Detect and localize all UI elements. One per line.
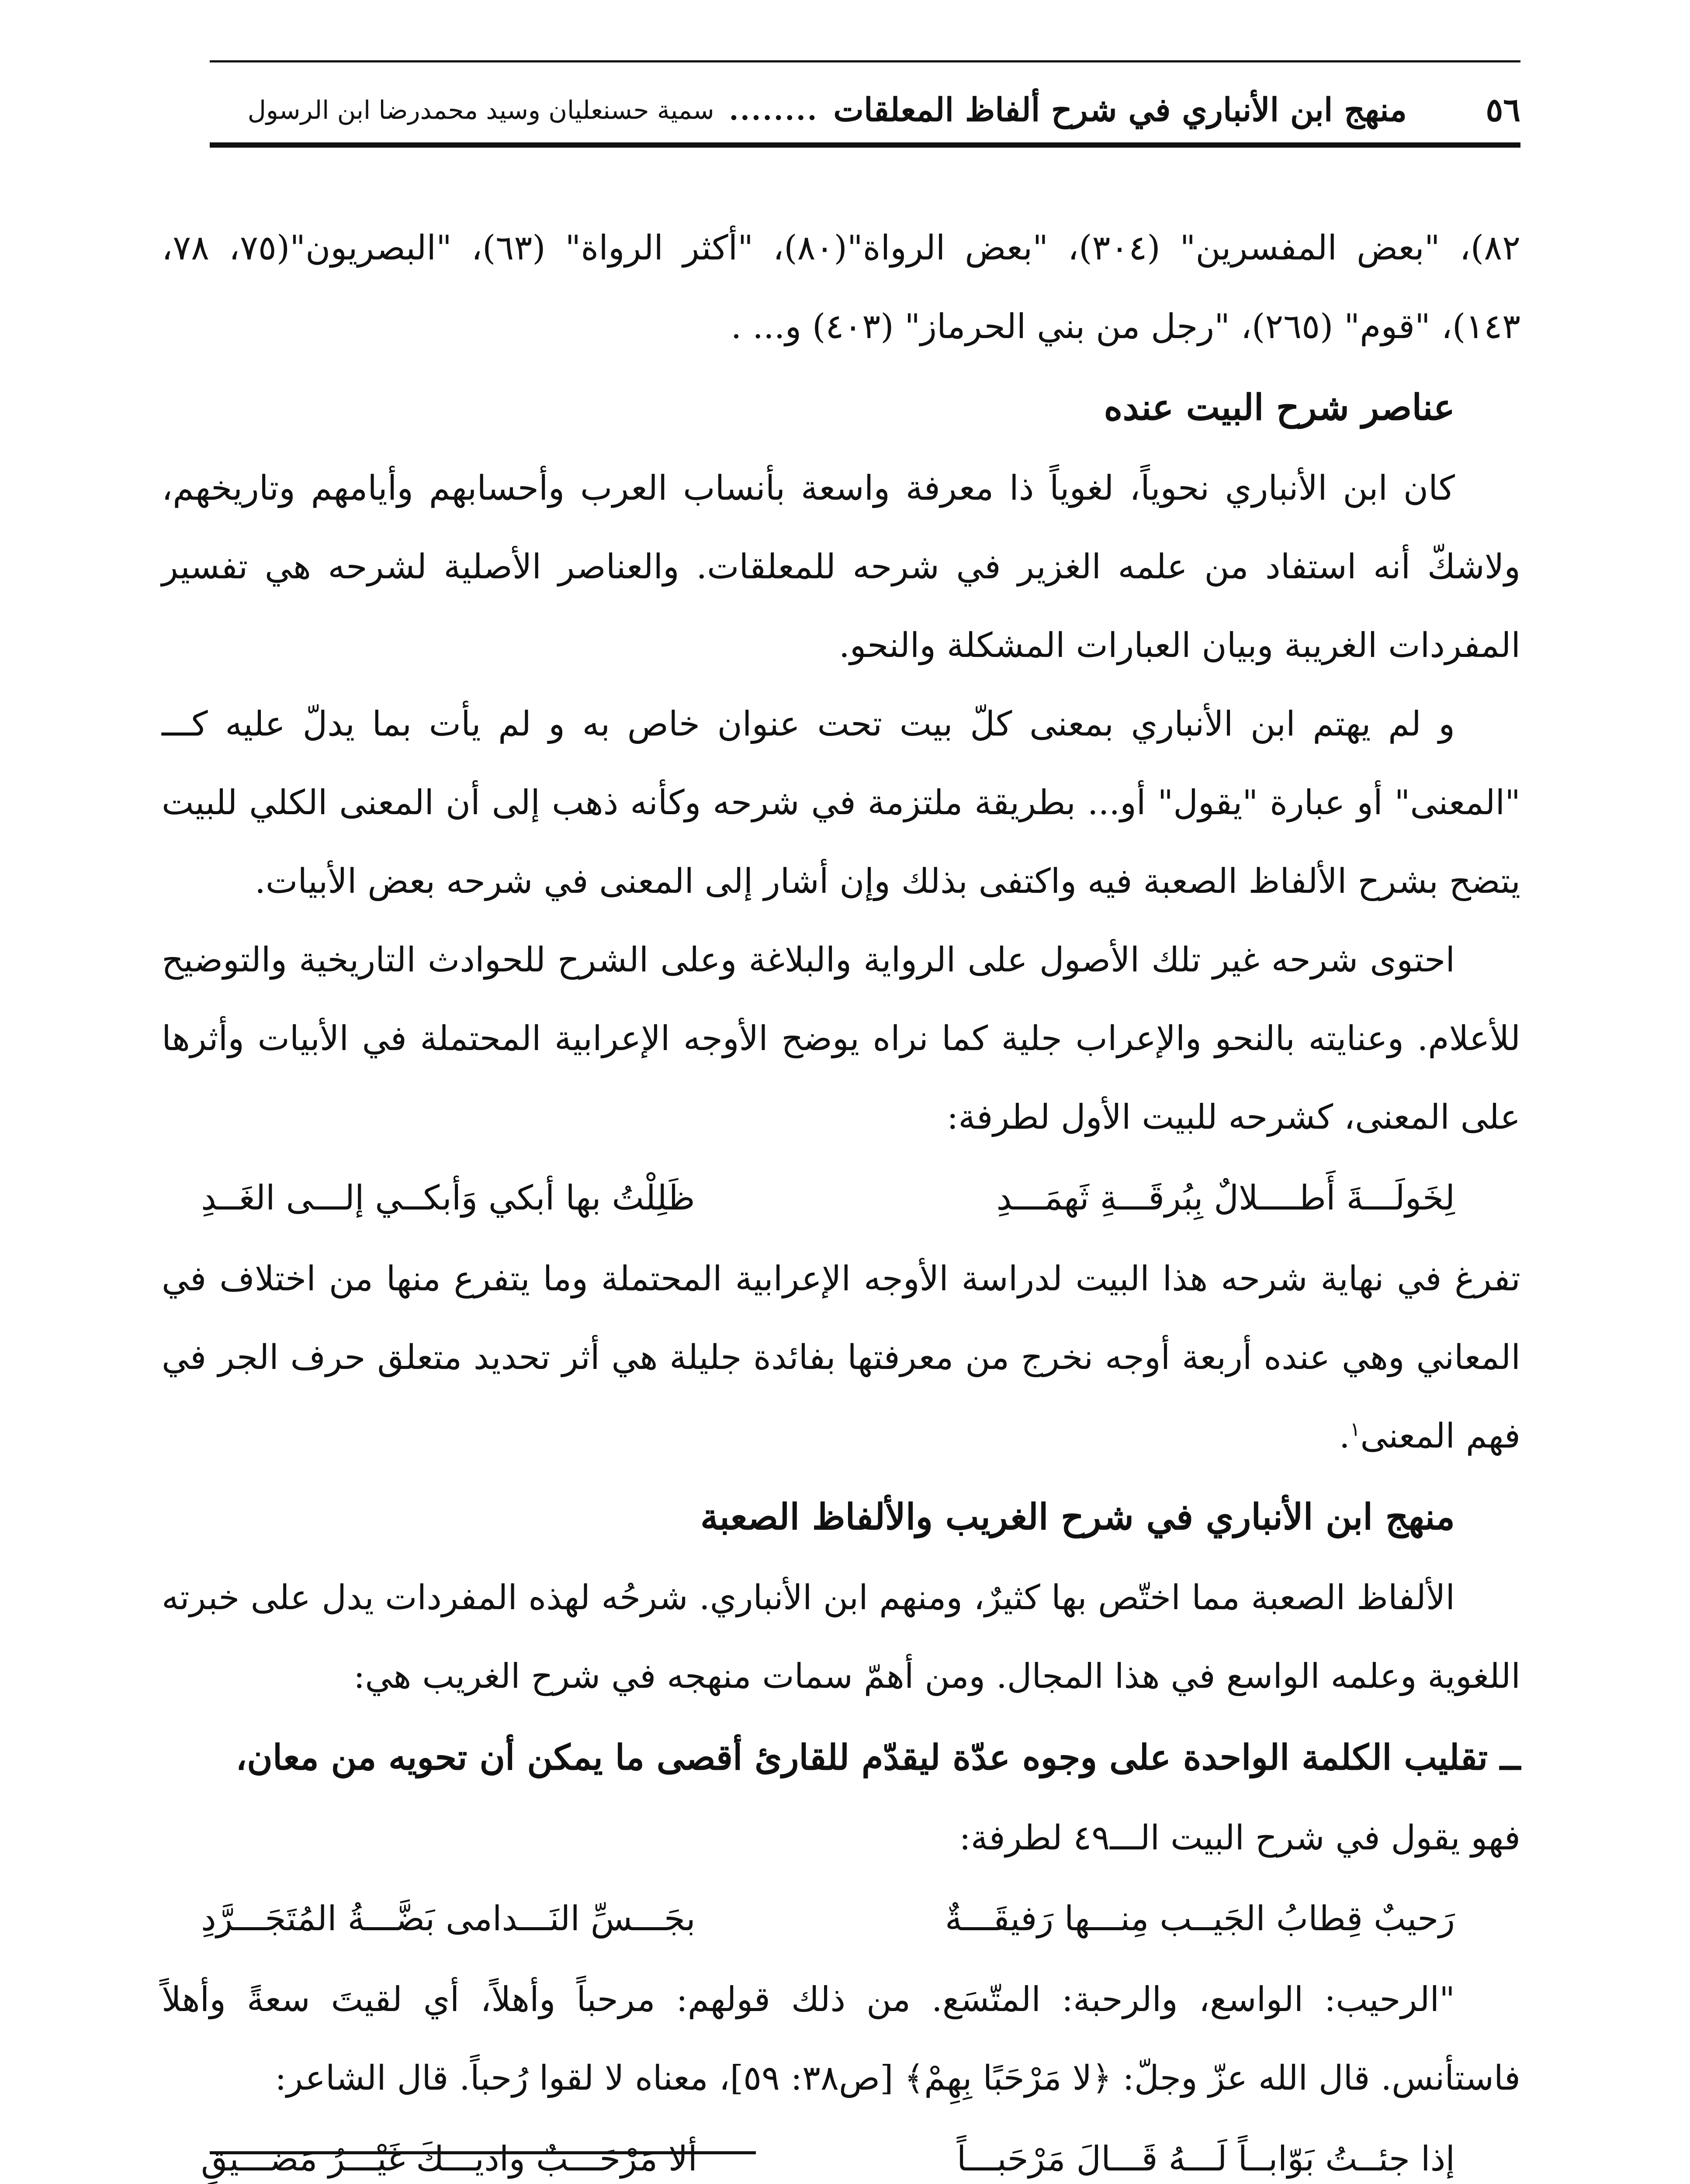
- paragraph-citations: ٨٢)، "بعض المفسرين" (٣٠٤)، "بعض الرواة"(٨٠)، "أكثر الرواة" (٦٣)، "البصريون"(٧٥، ٧٨، ١٤٣)، "قوم" (٢٦٥)، "رجل من بني الحرماز" (٤٠٣) و... .: [162, 228, 1520, 346]
- header-dots: ........: [729, 94, 819, 126]
- section-heading-elements: عناصر شرح البيت عنده: [1104, 387, 1455, 429]
- verse-hemistich-first: إذا جئــتُ بَوّابــاً لَـــهُ قَـــالَ مَرْحَبـــاً: [956, 2139, 1455, 2179]
- footnote-rule: [210, 2151, 756, 2154]
- verse-hemistich-second: بجَـــسِّ النَـــدامى بَضَّـــةُ المُتَجَـــرَّدِ: [201, 1899, 696, 1939]
- verse-hemistich-second: ألا مَرْحَـــبٌ واديـــكَ غَيْـــرُ مَضـــيقِ: [201, 2139, 698, 2179]
- bold-point: ــ تقليب الكلمة الواحدة على وجوه عدّة ليقدّم للقارئ أقصى ما يمكن أن تحويه من معان،: [235, 1737, 1520, 1778]
- paragraph-intro: كان ابن الأنباري نحوياً، لغوياً ذا معرفة واسعة بأنساب العرب وأحسابهم وأيامهم وتاريخهم، ولاشكّ أنه استفاد من علمه الغزير في شرحه للمعلقات. والعناصر الأصلية لشرحه هي تفسير المفردات الغريبة وبيان العبارات المشكلة والنحو.: [162, 469, 1520, 665]
- header-title: منهج ابن الأنباري في شرح ألفاظ المعلقات: [833, 91, 1407, 129]
- paragraph-content: احتوى شرحه غير تلك الأصول على الرواية والبلاغة وعلى الشرح للحوادث التاريخية والتوضيح للأعلام. وعنايته بالنحو والإعراب جلية كما نراه يوضح الأوجه الإعرابية المحتملة في الأبيات وأثرها على المعنى، كشرحه للبيت الأول لطرفة:: [162, 940, 1520, 1137]
- verse-hemistich-first: رَحيبٌ قِطابُ الجَيــب مِنـــها رَفيقَـــةٌ: [945, 1899, 1455, 1939]
- verse-tarafa-1: [162, 1157, 1520, 1240]
- paragraph-meaning: و لم يهتم ابن الأنباري بمعنى كلّ بيت تحت عنوان خاص به و لم يأت بما يدلّ عليه كـــ "المعنى" أو عبارة "يقول" أو... بطريقة ملتزمة في شرحه وكأنه ذهب إلى أن المعنى الكلي للبيت يتضح بشرح الألفاظ الصعبة فيه واكتفى بذلك وإن أشار إلى المعنى في شرحه بعض الأبيات.: [162, 705, 1520, 901]
- paragraph-rahib: "الرحيب: الواسع، والرحبة: المتّسَع. من ذلك قولهم: مرحباً وأهلاً، أي لقيتَ سعةً وأهلاً فاستأنس. قال الله عزّ وجلّ: ﴿لا مَرْحَبًا بِهِمْ﴾ [ص٣٨: ٥٩]، معناه لا لقوا رُحباً. قال الشاعر:: [162, 1980, 1520, 2098]
- running-header: [210, 78, 1520, 142]
- body-text: [162, 209, 1520, 2184]
- header-rule-thin: [210, 60, 1520, 62]
- paragraph-analysis-text: تفرغ في نهاية شرحه هذا البيت لدراسة الأوجه الإعرابية المحتملة وما يتفرع منها من اختلاف في المعاني وهي عنده أربعة أوجه نخرج من معرفتها بفائدة جليلة هي أثر تحديد متعلق حرف الجر في فهم المعنى: [162, 1259, 1520, 1456]
- header-authors: سمية حسنعليان وسيد محمدرضا ابن الرسول: [247, 95, 714, 125]
- verse-tarafa-49: [162, 1877, 1520, 1960]
- verse-hemistich-first: لِخَولَـــةَ أَطــــلالٌ بِبُرقَـــةِ ثَهمَـــدِ: [996, 1178, 1455, 1218]
- page-number: ٥٦: [1486, 91, 1520, 129]
- paragraph-analysis-end: .: [1339, 1417, 1350, 1456]
- paragraph-difficult-words: الألفاظ الصعبة مما اختّص بها كثيرٌ، ومنهم ابن الأنباري. شرحُه لهذه المفردات يدل على خبرته اللغوية وعلمه الواسع في هذا المجال. ومن أهمّ سمات منهجه في شرح الغريب هي:: [162, 1578, 1520, 1696]
- header-rule-thick: [210, 142, 1520, 148]
- verse-poet: [162, 2118, 1520, 2184]
- verse-hemistich-second: ظَلِلْتُ بها أبكي وَأبكــي إلـــى الغَــدِ: [201, 1178, 695, 1218]
- paragraph-verse-49-intro: فهو يقول في شرح البيت الـــ٤٩ لطرفة:: [959, 1818, 1520, 1858]
- paragraph-analysis: [162, 1240, 1520, 1476]
- section-heading-method: منهج ابن الأنباري في شرح الغريب والألفاظ الصعبة: [700, 1496, 1455, 1538]
- footnote-marker: ١: [1350, 1418, 1361, 1441]
